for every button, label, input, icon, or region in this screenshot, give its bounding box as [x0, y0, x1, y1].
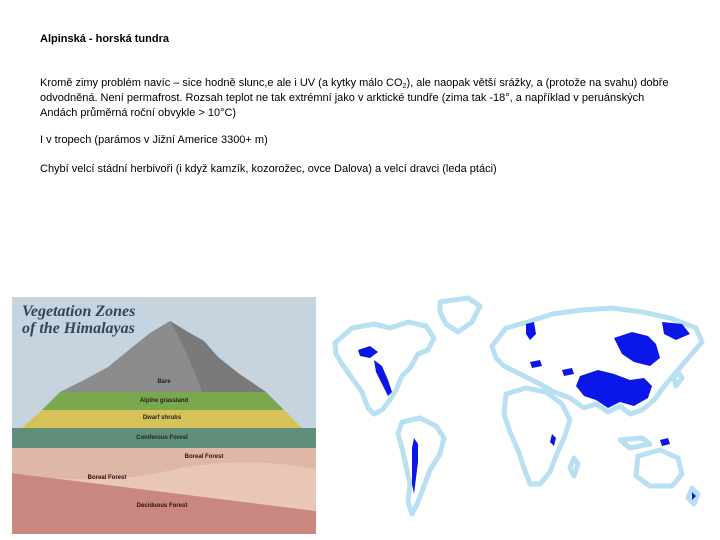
island-madagascar [570, 458, 578, 476]
zone-label-boreal-forest-left: Boreal Forest [87, 475, 127, 481]
paragraph-text-part: ), ale naopak větší srážky, a (protože na svahu) dobře odvodněná. Není permafrost. Rozsah teplot ne tak extrémní jako v arktické tundře (zima tak -18°, a například v peruánských Andách průměrná roční obvykle > 10°C) [40, 77, 669, 119]
continent-north-america [335, 322, 434, 414]
paragraph-fauna: Chybí velcí stádní herbivoři (i když kamzík, kozorožec, ovce Dalova) a velcí dravci (leda ptáci) [40, 163, 497, 175]
tundra-new-guinea [660, 438, 670, 446]
zone-label-dwarf-shrubs: Dwarf shrubs [142, 415, 182, 421]
continent-africa [504, 388, 570, 484]
zone-label-coniferous-forest: Coniferous Forest [136, 435, 188, 441]
island-indonesia [620, 438, 650, 448]
paragraph-tropics: I v tropech (parámos v Jižní Americe 3300+ m) [40, 134, 268, 146]
co2-subscript: 2 [402, 83, 407, 90]
island-japan [674, 372, 682, 386]
zone-label-deciduous-forest: Deciduous Forest [136, 503, 188, 509]
world-map-drawing [330, 288, 710, 534]
paragraph-text-part: Kromě zimy problém navíc – sice hodně slunc,e ale i UV (a kytky málo CO [40, 77, 403, 89]
paragraph-alpine-conditions [40, 76, 670, 121]
slide-title: Alpinská - horská tundra [40, 33, 169, 45]
continent-greenland [440, 298, 480, 332]
vegetation-zones-figure [12, 297, 316, 534]
vegetation-title [22, 303, 135, 337]
zone-label-boreal-forest-right: Boreal Forest [184, 454, 224, 460]
vegetation-title-line1: Vegetation Zones [22, 303, 136, 320]
continent-australia [636, 450, 682, 486]
world-map [330, 288, 710, 534]
zone-label-alpine-grassland: Alpine grassland [139, 398, 189, 404]
continent-south-america [398, 418, 444, 514]
zone-label-bare: Bare [157, 379, 171, 385]
vegetation-title-line2: of the Himalayas [22, 320, 135, 337]
